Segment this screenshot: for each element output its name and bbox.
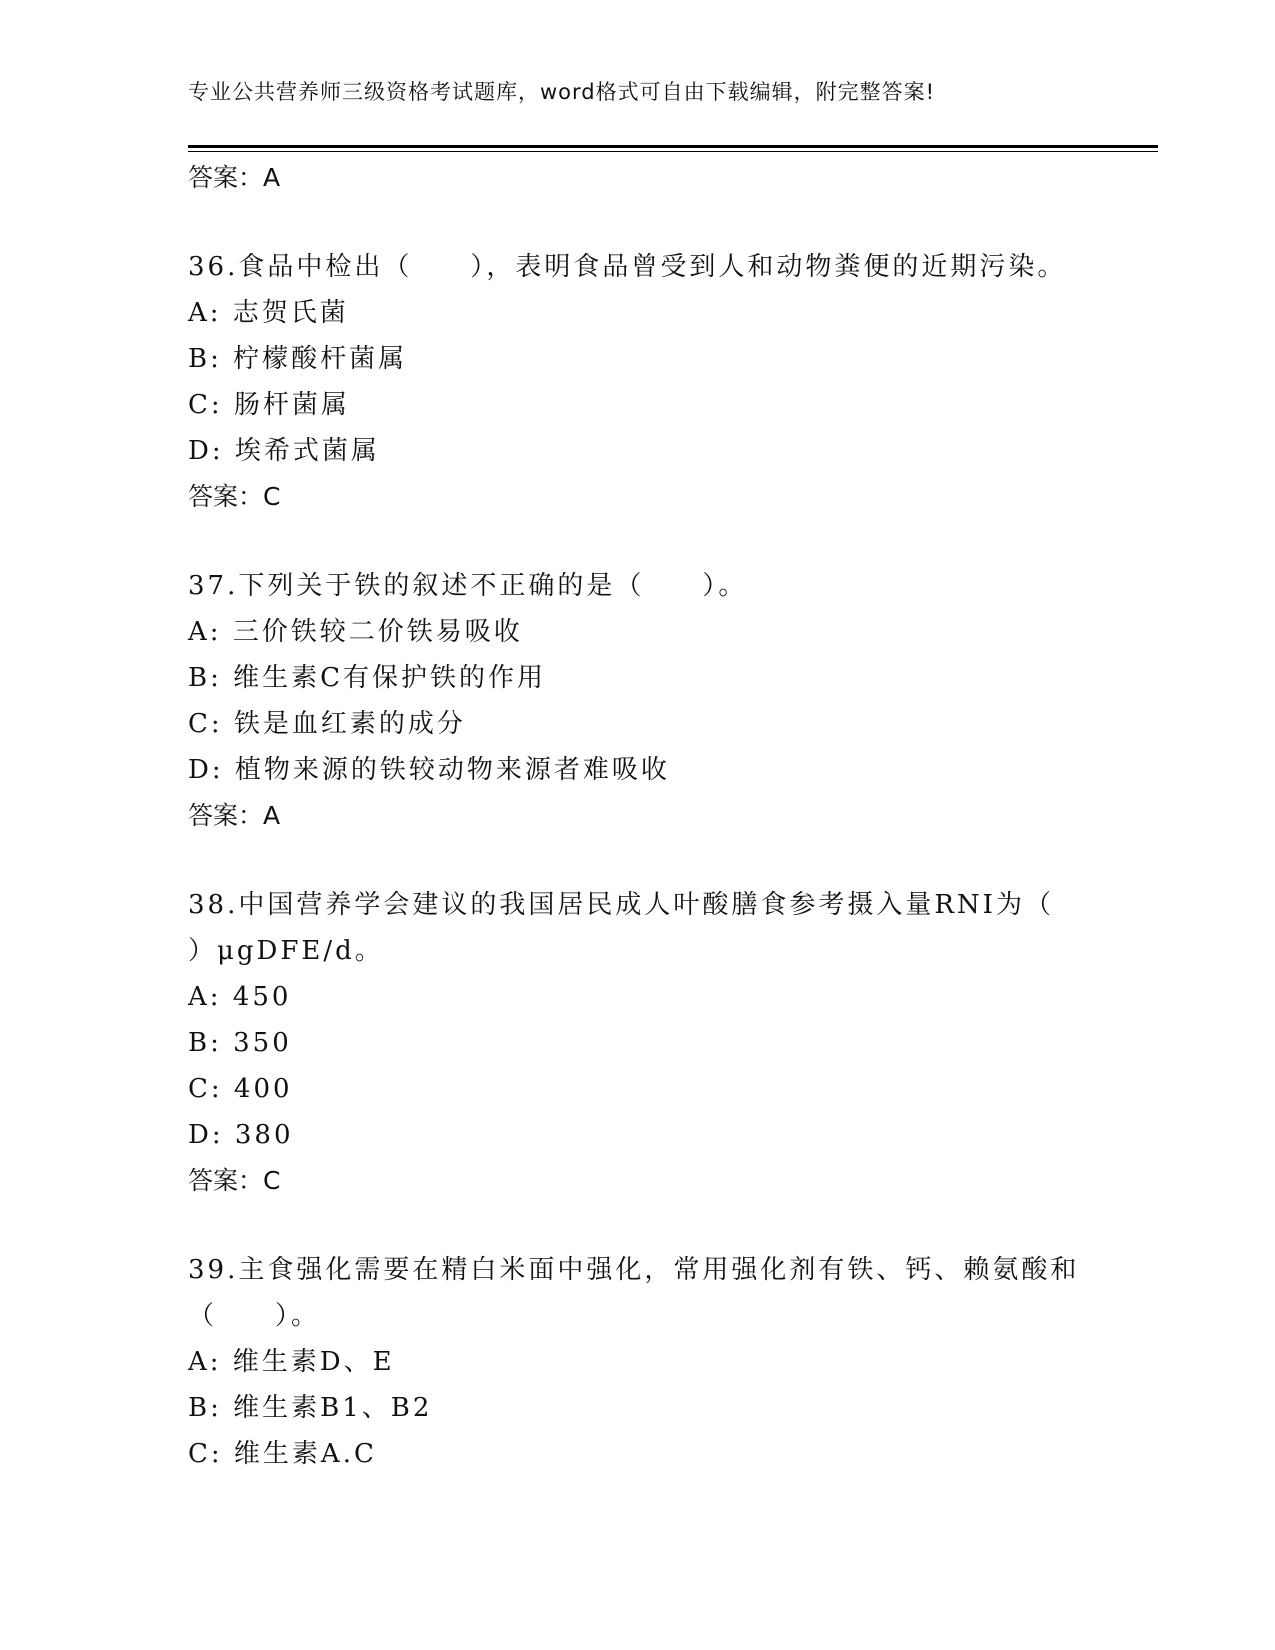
question-stem: 36.食品中检出（ ），表明食品曾受到人和动物粪便的近期污染。 — [188, 252, 1067, 282]
option-d: D: 380 — [188, 1120, 294, 1150]
option-a: A: 志贺氏菌 — [188, 298, 349, 328]
option-c: C: 400 — [188, 1074, 293, 1104]
option-c: C: 铁是血红素的成分 — [188, 709, 466, 739]
answer-label: 答案：A — [188, 801, 281, 830]
question-36 — [188, 244, 1088, 520]
question-38 — [188, 882, 1112, 1204]
question-stem: 39.主食强化需要在精白米面中强化，常用强化剂有铁、钙、赖氨酸和（ ）。 — [188, 1255, 1080, 1331]
option-d: D: 埃希式菌属 — [188, 436, 380, 466]
header-rule-thin — [188, 151, 1158, 152]
option-a: A: 维生素D、E — [188, 1347, 395, 1377]
question-37 — [188, 563, 1088, 839]
option-b: B: 350 — [188, 1028, 292, 1058]
option-b: B: 柠檬酸杆菌属 — [188, 344, 408, 374]
question-39 — [188, 1247, 1088, 1477]
header-rule-thick — [188, 145, 1158, 148]
question-stem: 38.中国营养学会建议的我国居民成人叶酸膳食参考摄入量RNI为（ ）μgDFE/d。 — [188, 890, 1112, 966]
option-c: C: 肠杆菌属 — [188, 390, 350, 420]
option-a: A: 450 — [188, 982, 292, 1012]
option-b: B: 维生素C有保护铁的作用 — [188, 663, 547, 693]
question-stem: 37.下列关于铁的叙述不正确的是（ ）。 — [188, 571, 748, 601]
answer-label: 答案：C — [188, 482, 281, 511]
option-a: A: 三价铁较二价铁易吸收 — [188, 617, 523, 647]
question-list — [188, 155, 1112, 1477]
option-c: C: 维生素A.C — [188, 1439, 377, 1469]
option-b: B: 维生素B1、B2 — [188, 1393, 433, 1423]
option-d: D: 植物来源的铁较动物来源者难吸收 — [188, 755, 670, 785]
answer-label: 答案：A — [188, 163, 281, 192]
answer-label: 答案：C — [188, 1166, 281, 1195]
page-header: 专业公共营养师三级资格考试题库，word格式可自由下载编辑，附完整答案! — [188, 80, 936, 104]
